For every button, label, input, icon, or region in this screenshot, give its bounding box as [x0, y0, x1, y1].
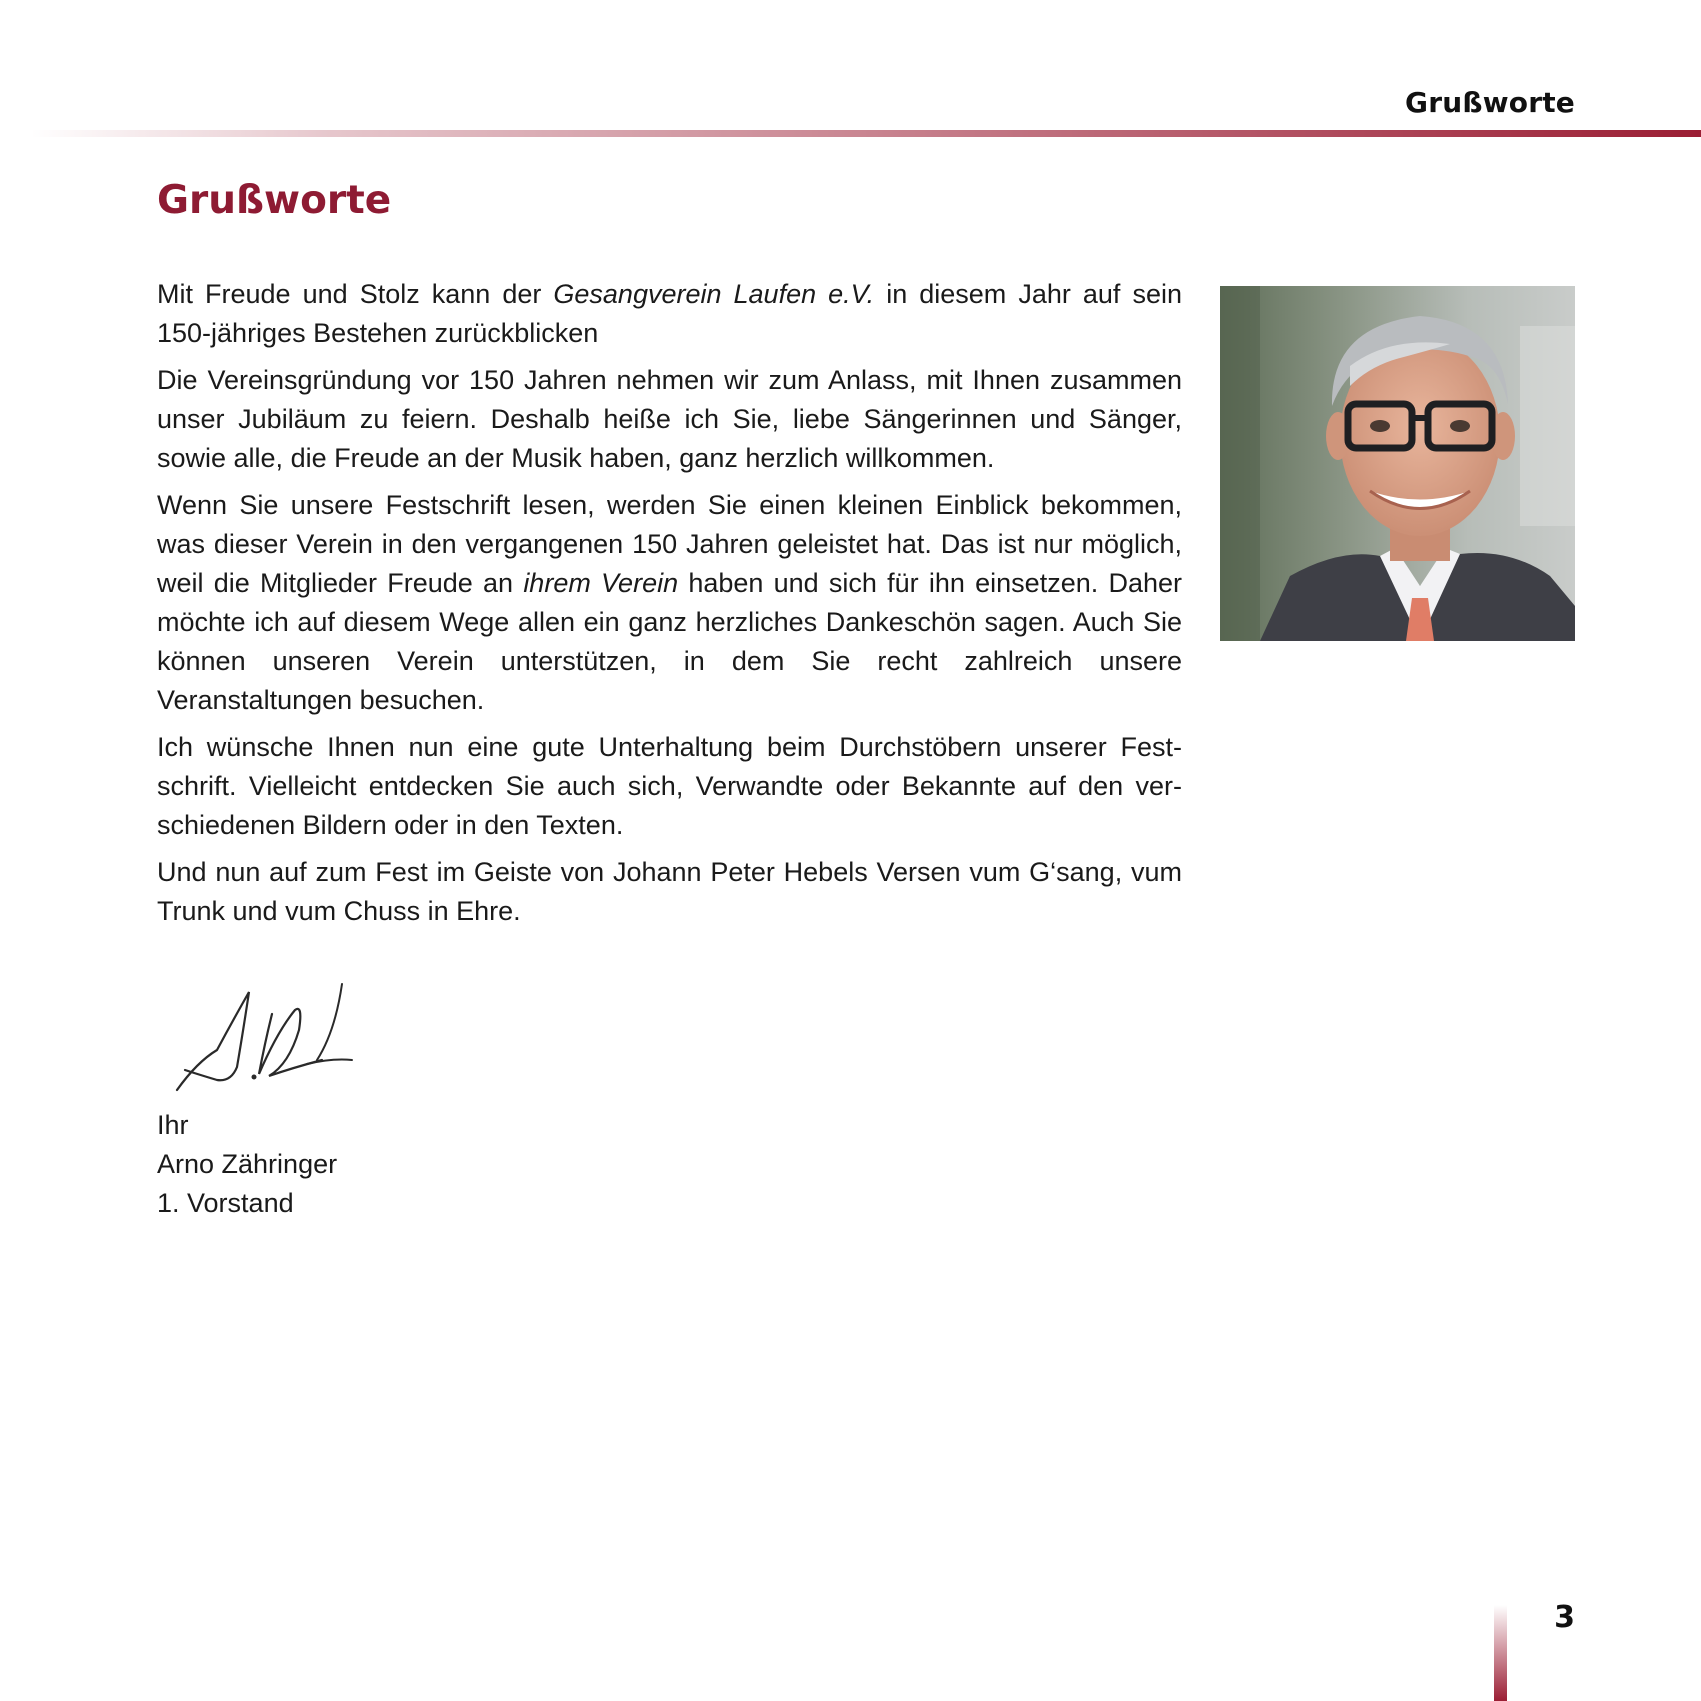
- body-text: [157, 275, 1182, 939]
- page-number-tab: [1494, 1605, 1507, 1701]
- paragraph-festschrift-end: haben und sich für ihn einsetzen. Daher möchte ich auf diesem Wege allen ein ganz herzliches Dankeschön sagen. Auch Sie können unseren Verein unterstützen, in dem Sie recht zahlreich unsere Veranstaltungen besuchen.: [157, 568, 1182, 715]
- running-header-title: Grußworte: [1405, 86, 1575, 119]
- paragraph-hebel: Und nun auf zum Fest im Geiste von Johann Peter Hebels Versen vum G‘sang, vum Trunk und vum Chuss in Ehre.: [157, 857, 1182, 926]
- paragraph-intro: [157, 275, 1182, 353]
- page-title: Grußworte: [157, 178, 392, 223]
- paragraph-festschrift: [157, 486, 1182, 720]
- author-name: Arno Zähringer: [157, 1149, 338, 1179]
- header-rule: [30, 130, 1701, 137]
- emphasis-verein: ihrem Verein: [523, 568, 679, 598]
- closing-block: [157, 1106, 337, 1223]
- paragraph-intro-end: in diesem Jahr auf sein 150-jähriges Bestehen zurückblicken: [157, 279, 1182, 348]
- author-role: 1. Vorstand: [157, 1188, 294, 1218]
- page-number: 3: [1554, 1600, 1575, 1635]
- paragraph-intro-start: Mit Freude und Stolz kann der: [157, 279, 554, 309]
- closing-salutation: Ihr: [157, 1110, 189, 1140]
- portrait-photo: [1220, 286, 1575, 641]
- paragraph-entertainment: Ich wünsche Ihnen nun eine gute Unterhaltung beim Durchstöbern unserer Festschrift. Vielleicht entdecken Sie auch sich, Verwandte oder Bekannte auf den verschiedenen Bildern oder in den Texten.: [157, 732, 1182, 840]
- handwritten-signature: [157, 972, 372, 1097]
- paragraph-festschrift-start: Wenn Sie unsere Festschrift lesen, werden Sie einen kleinen Einblick bekommen, was dieser Verein in den vergangenen 150 Jahren geleistet hat. Das ist nur möglich, weil die Mitglieder Freude an: [157, 490, 1182, 598]
- paragraph-founding: Die Vereinsgründung vor 150 Jahren nehmen wir zum Anlass, mit Ihnen zusammen unser Jubiläum zu feiern. Deshalb heiße ich Sie, liebe Sängerinnen und Sänger, sowie alle, die Freude an der Musik haben, ganz herzlich willkommen.: [157, 365, 1182, 473]
- club-name: Gesangverein Laufen e.V.: [553, 279, 875, 309]
